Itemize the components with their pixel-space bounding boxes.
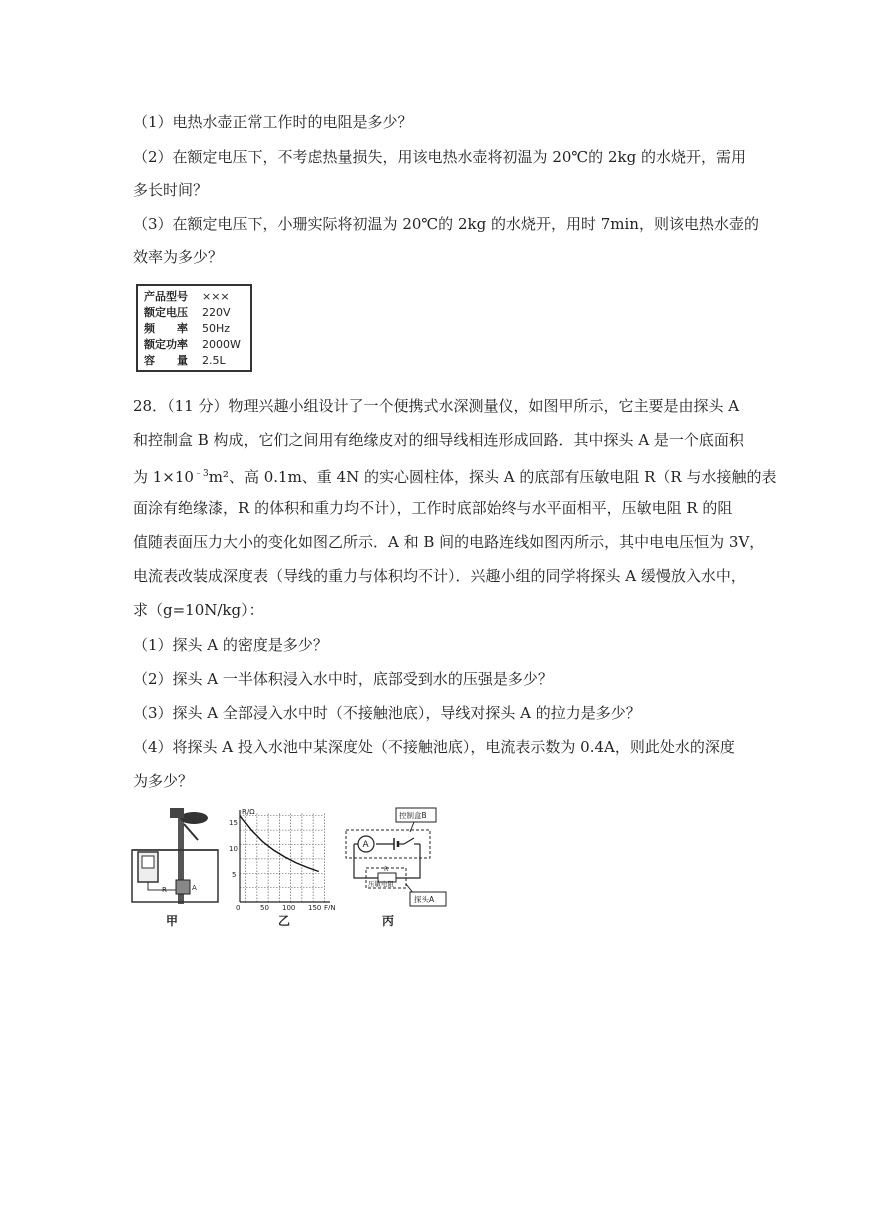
- spec-value: 220V: [202, 306, 231, 319]
- probe-label: 探头A: [414, 895, 435, 904]
- support: [184, 824, 198, 840]
- figure-jia-drawing: [130, 806, 220, 928]
- spec-row: [144, 321, 244, 337]
- q28-sub4-line1: （4）将探头 A 投入水池中某深度处（不接触池底），电流表示数为 0.4A，则此处水的深度: [133, 738, 735, 756]
- figure-yi: [226, 806, 340, 928]
- chart-grid: [240, 813, 324, 902]
- q28-sub4-line2: 为多少？: [133, 772, 194, 790]
- resistance-force-chart: [226, 806, 340, 910]
- spec-value: 50Hz: [202, 322, 231, 335]
- x-tick-150: 150: [308, 904, 322, 910]
- q28-line5: 值随表面压力大小的变化如图乙所示．A 和 B 间的电路连线如图丙所示，其中电电压恒为 3V，: [133, 533, 765, 551]
- spec-row: [144, 337, 244, 353]
- circuit-diagram: [344, 806, 454, 910]
- ammeter-label: A: [362, 840, 369, 850]
- y-axis-label: R/Ω: [242, 808, 255, 816]
- q28-line3-a: 为 1×10: [133, 468, 194, 486]
- q28-line3: [133, 464, 777, 487]
- spec-label: 容 量: [144, 354, 188, 367]
- q27-sub1: （1）电热水壶正常工作时的电阻是多少？: [133, 113, 413, 131]
- control-box-label: 控制盒B: [399, 811, 427, 820]
- q28-line4: 面涂有绝缘漆，R 的体积和重力均不计），工作时底部始终与水平面相平，压敏电阻 R 的阻: [133, 499, 733, 517]
- q28-sub2: （2）探头 A 一半体积浸入水中时，底部受到水的压强是多少？: [133, 670, 553, 688]
- q28-line7: 求（g=10N/kg）：: [133, 601, 264, 619]
- spec-label: 频 率: [144, 322, 188, 335]
- q28-sub3: （3）探头 A 全部浸入水中时（不接触池底），导线对探头 A 的拉力是多少？: [133, 704, 641, 722]
- pressure-resistor-label: 压敏电阻: [368, 880, 394, 888]
- y-tick-5: 5: [232, 871, 237, 879]
- x-tick-50: 50: [260, 904, 269, 910]
- label-a: A: [192, 884, 197, 892]
- q28-sub1: （1）探头 A 的密度是多少？: [133, 636, 328, 654]
- spec-value: 2000W: [202, 338, 241, 351]
- spec-row: [144, 353, 244, 369]
- q28-line3-sup: ﹣3: [193, 469, 209, 479]
- q28-line2: 和控制盒 B 构成，它们之间用有绝缘皮对的细导线相连形成回路．其中探头 A 是一个底面积: [133, 431, 744, 449]
- q27-sub3-line1: （3）在额定电压下，小珊实际将初温为 20℃的 2kg 的水烧开，用时 7min，则该电热水壶的: [133, 215, 759, 233]
- q28-line1: 28．（11 分）物理兴趣小组设计了一个便携式水深测量仪，如图甲所示，它主要是由探头 A: [133, 397, 740, 415]
- probe: [176, 880, 190, 894]
- spec-label: 额定电压: [144, 306, 188, 319]
- spec-value: ×××: [202, 290, 230, 303]
- meter-face: [142, 856, 154, 868]
- x-tick-0: 0: [236, 904, 241, 910]
- spec-label: 额定功率: [144, 338, 188, 351]
- figure-bing: [344, 806, 454, 928]
- switch: [404, 838, 414, 844]
- y-tick-15: 15: [229, 819, 238, 827]
- caption-bing: 丙: [382, 914, 395, 928]
- q27-sub2-line1: （2）在额定电压下，不考虑热量损失，用该电热水壶将初温为 20℃的 2kg 的水烧开，需用: [133, 148, 746, 166]
- figure-jia: [130, 806, 220, 928]
- kettle-spec-table: [136, 284, 252, 372]
- y-tick-10: 10: [229, 845, 238, 853]
- caption-yi: 乙: [278, 914, 291, 928]
- spec-label: 产品型号: [144, 290, 188, 303]
- spec-row: [144, 305, 244, 321]
- q28-line6: 电流表改装成深度表（导线的重力与体积均不计）．兴趣小组的同学将探头 A 缓慢放入水中，: [133, 567, 746, 585]
- reel: [180, 812, 208, 824]
- label-r: R: [162, 886, 167, 894]
- spec-row: [144, 289, 244, 305]
- q27-sub2-line2: 多长时间？: [133, 181, 209, 199]
- pole-top: [170, 808, 184, 818]
- x-axis-label: F/N: [324, 904, 336, 910]
- x-tick-100: 100: [282, 904, 296, 910]
- q27-sub3-line2: 效率为多少？: [133, 248, 224, 266]
- resistor-label: R: [384, 866, 389, 873]
- caption-jia: 甲: [166, 914, 179, 928]
- q28-line3-b: m²、高 0.1m、重 4N 的实心圆柱体，探头 A 的底部有压敏电阻 R（R 与水接触的表: [208, 468, 777, 486]
- spec-value: 2.5L: [202, 354, 226, 367]
